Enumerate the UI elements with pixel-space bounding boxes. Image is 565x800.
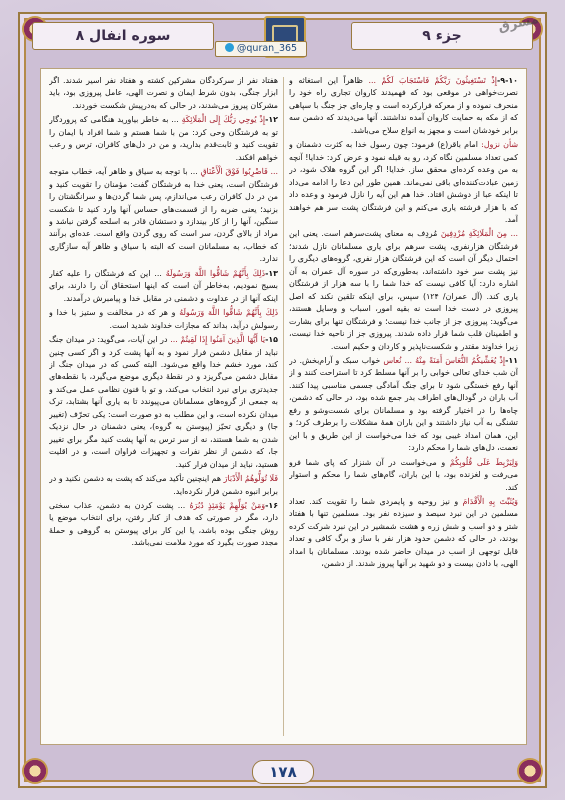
commentary-paragraph xyxy=(49,268,278,305)
commentary-paragraph xyxy=(49,307,278,332)
commentary-paragraph xyxy=(289,457,518,494)
telegram-icon xyxy=(225,43,234,52)
verse-quote: وَمَنْ يُوَلِّهِمْ يَوْمَئِذٍ دُبُرَهُ xyxy=(189,500,266,510)
commentary-paragraph xyxy=(289,355,518,455)
channel-tag[interactable] xyxy=(215,41,307,57)
commentary-text: ... این که فرشتگان را علیه کفار بسیج نمودیم، به‌خاطر آن است که اینها استحقاق آن را دارند، برای اینکه آنها از در عداوت و دشمنی در مقابل خدا و پیامبرش درآمدند. xyxy=(49,268,278,303)
commentary-text: هم اینچنین تأکید می‌کند که پشت به دشمن نکنید و در برابر انبوه دشمن فرار نکرده‌اید. xyxy=(49,474,278,496)
commentary-paragraph xyxy=(49,166,278,266)
commentary-text: و نیز روحیه و پایمردی شما را تقویت کند. تعداد مسلمین در این نبرد سیصد و سیزده نفر بود. مسلمین تنها با هفتاد شتر و دو اسب و شش زره و هشت شمشیر در این نبرد شرکت کرده بودند، در حالی که دشمن حدود هزار نفر با ساز و برگ کافی و تعداد قابل توجهی از اسب در میدان حاضر شده بودند. مسلمانان با امداد الهی، با دادن بیست و دو شهید بر آنها پیروز شدند. از دشمن، xyxy=(289,496,518,569)
verse-number: ۱۲- xyxy=(265,115,278,125)
commentary-paragraph xyxy=(289,75,518,137)
corner-ornament-icon xyxy=(517,758,543,784)
commentary-text: ظاهراً این استغاثه و نصرت‌خواهی در موقعی بود که فهمیدند کاروان تجاری راه خود را منحرف نموده و از معرکه فرارکرده است و چاره‌ای جز جنگ با سپاهی که از مکه به حمایت کاروان آمده نداشتند. آنها می‌دیدند که دشمن سه برابر خودشان است و مجهز به انواع سلاح می‌باشد. xyxy=(289,76,518,135)
commentary-paragraph xyxy=(289,228,518,353)
verse-quote: فَلَا تُوَلُّوهُمُ الْأَدْبَارَ xyxy=(223,474,278,484)
commentary-text: مُردِف به معنای پشت‌سرهم است. یعنی این فرشتگان هزارنفری، پشت سرهم برای یاری مسلمانان نازل شدند؛ احتمال دیگر آن است که این فرشتگان هزار نفری، گروه‌های دیگری را نیز پشت سر خود داشته‌اند، به‌طوری‌که در سوره آل عمران به آن اشاره دارد: آیا کافی نیست که خدا شما را با سه هزار از فرشتگان یاری کند. (آل عمران/ ۱۲۴) سپس، برای اینکه تلقین نکند که اصل پیروزی در دست خدا است نه بقیه امور، اسباب و وسایل هستند، می‌گوید: پیروزی جز از جانب خدا نیست؛ و فرشتگان تنها برای بشارت و اطمینان قلب شما قرار داده شدند. پیروزی جز از ناحیه خدا نیست، زیرا خداوند مقتدر و شکست‌ناپذیر و کاردان و حکیم است. xyxy=(289,229,518,351)
page-number: ۱۷۸ xyxy=(252,760,314,784)
commentary-text: امام باقر(ع) فرمود: چون رسول خدا به کثرت دشمنان و کمی تعداد مسلمین نگاه کرد، رو به قبله نمود و عرض کرد: خدایا! آنچه به من وعده کرده‌ای محقق ساز. خدایا! اگر این گروه هلاک شود، در زمین عبادت‌کننده‌ای باقی نمی‌ماند. همین طور این دعا را ادامه می‌داد تا اینکه عبا از دوشش افتاد. خدا هم این آیه را نازل فرمود و وعده داد که با هزار فرشته یاری می‌کنم و این فرشتگان پشت سر هم خواهند آمد. xyxy=(289,140,518,224)
commentary-text: ... پشت کردن به دشمن، عذاب سختی دارد، مگر در صورتی که هدف از کنار رفتن، برای انتخاب موضع یا روش جنگی بوده باشد، یا این کار برای پیوستن به گروهی و حملهٔ مجدد صورت بگیرد که مورد ملامت نمی‌باشد. xyxy=(49,500,278,548)
verse-quote: وَيُثَبِّتَ بِهِ الْأَقْدَامَ xyxy=(462,496,518,506)
commentary-text: ... با توجه به سیاق و ظاهر آیه، خطاب متوجه فرشتگان است، یعنی خدا به فرشتگان گفت: مؤمنان را تقویت کنید و من در دل کافران رعب می‌اندازم، پس شما گردن‌ها و سرانگشتان را بزنید؛ یعنی ضربه را از قسمت‌های حساس آنها وارد کنید تا شکست سنگین، آنها را از کار بیندازد و دستشان قادر به اسلحه گرفتن نباشد و مراد از بالای گردن، سر است که روی گردن واقع است. عده‌ای برآنند که خطاب، به مسلمانان است که البته با سیاق و ظاهر آیه سازگاری ندارد. xyxy=(49,167,278,264)
commentary-paragraph xyxy=(49,75,278,112)
juz-title: جزء ۹ xyxy=(351,22,533,50)
column-divider xyxy=(283,77,284,736)
verse-quote: إِذْ يُغَشِّيكُمُ النُّعَاسَ أَمَنَةً مِنْهُ ... نُعاس xyxy=(383,355,506,365)
commentary-paragraph xyxy=(49,114,278,164)
verse-quote: ذَلِكَ بِأَنَّهُمْ شَاقُّوا اللَّهَ وَرَسُولَهُ xyxy=(179,308,278,318)
verse-number: ۱۱- xyxy=(505,355,518,365)
commentary-text: خواب سبک و آرام‌بخش. در آن شب خدای تعالی خوابی را بر آنها مسلط کرد تا استراحت کنند و از آنها رفع خستگی شود تا برای جنگ آمادگی جسمی مناسبی پیدا کنند. آب باران در گودال‌های اطراف بدر جمع شده بود، در حالی که دشمن، چاه‌ها را در اختیار گرفته بود و مسلمانان برای شست‌وشو و رفع تشنگی به آب نیاز داشتند و این باران همهٔ مشکلات را برطرف کرد؛ و این، همان امداد غیبی بود که خدا می‌خواست از این طریق و با این نعمت، دل‌های شما را محکم دارد: xyxy=(289,355,518,453)
left-column xyxy=(49,75,278,738)
verse-quote: إِذْ تَسْتَغِيثُونَ رَبَّكُمْ فَاسْتَجَابَ لَكُمْ ... xyxy=(368,76,497,85)
site-watermark: مشرق xyxy=(496,11,541,36)
verse-quote: وَلِيَرْبِطَ عَلَى قُلُوبِكُمْ xyxy=(449,457,518,467)
commentary-text: هفتاد نفر از سرکردگان مشرکین کشته و هفتاد نفر اسیر شدند. اگر ابزار جنگی، بدون شرط ایمان و نصرت الهی، عامل پیروزی بود، باید مشرکان پیروز می‌شدند، در حالی که به‌درپیش شکست خوردند. xyxy=(49,76,278,110)
commentary-text: و می‌خواست در آن شنزار که پای شما فرو می‌رفت و لغزنده بود، با این باران، گام‌های شما را محکم و استوار کند. xyxy=(289,457,518,492)
verse-number: ۹-۱۰- xyxy=(496,76,518,85)
commentary-paragraph xyxy=(49,334,278,471)
verse-quote: إِذْ يُوحِي رَبُّكَ إِلَى الْمَلَائِكَةِ xyxy=(181,115,266,125)
corner-ornament-icon xyxy=(22,758,48,784)
commentary-text: در این آیات، می‌گوید: در میدان جنگ نباید از مقابل دشمن فرار نمود و به آنها پشت کرد و اگر کسی چنین کند، مورد خشم خدا واقع می‌شود. البته کسی که در میدان جنگ از مقابل دشمن می‌گریزد و در نقطهٔ دیگری موضع می‌گیرد، با نقطه‌های جدیدتری برای نبرد انتخاب می‌کند، و تو با فنون نظامی عمل می‌کند و به جمعی از گروه‌های مسلمانان می‌پیوندد تا به یاری آنها بشتابد، ترک میدان نکرده است، و این مطلب به دو صورت است: یکی تحرّف (تغییر جا) و دیگری تحیّز (پیوستن به گروه)، یعنی دشمنان در حال نزدیک شدن به شما هستند، نه از سر ترس به آنها پشت کنید مگر برای تغییر جا، که دشمن از نظر نفرات و تجهیزات فراوان است، و در اقلیت هستید، نباید از میدان فرار کنید. xyxy=(49,335,278,469)
verse-number: ۱۳- xyxy=(265,268,278,278)
right-column xyxy=(289,75,518,738)
surah-title: سوره انفال ۸ xyxy=(32,22,214,50)
verse-quote: ... فَاضْرِبُوا فَوْقَ الْأَعْنَاقِ xyxy=(200,167,278,177)
verse-number: ۱۵- xyxy=(265,335,278,345)
commentary-paragraph xyxy=(49,473,278,498)
verse-quote: شأن نزول: xyxy=(481,140,518,150)
verse-quote: ... مِنَ الْمَلَائِكَةِ مُرْدِفِينَ xyxy=(440,229,518,239)
verse-quote: ذَلِكَ بِأَنَّهُمْ شَاقُّوا اللَّهَ وَرَسُولَهُ xyxy=(165,268,266,278)
verse-quote: يَا أَيُّهَا الَّذِينَ آمَنُوا إِذَا لَقِيتُمْ ... xyxy=(170,335,266,345)
commentary-text: ... به خاطر بیاورید هنگامی که پروردگار تو به فرشتگان وحی کرد: من با شما هستم و شما افراد با ایمان را تقویت کنید و ثابت‌قدم بدارید، و من در دل‌های کافران، ترس و رعب خواهم افکند. xyxy=(49,115,278,162)
commentary-text: و هر که در مخالفت و ستیز با خدا و رسولش درآید، بداند که مجازات خداوند شدید است. xyxy=(49,308,278,330)
commentary-paragraph xyxy=(289,496,518,571)
text-panel xyxy=(40,68,527,745)
verse-number: ۱۶- xyxy=(265,500,278,510)
commentary-paragraph xyxy=(289,139,518,226)
channel-handle: @quran_365 xyxy=(236,43,298,54)
commentary-paragraph xyxy=(49,500,278,550)
